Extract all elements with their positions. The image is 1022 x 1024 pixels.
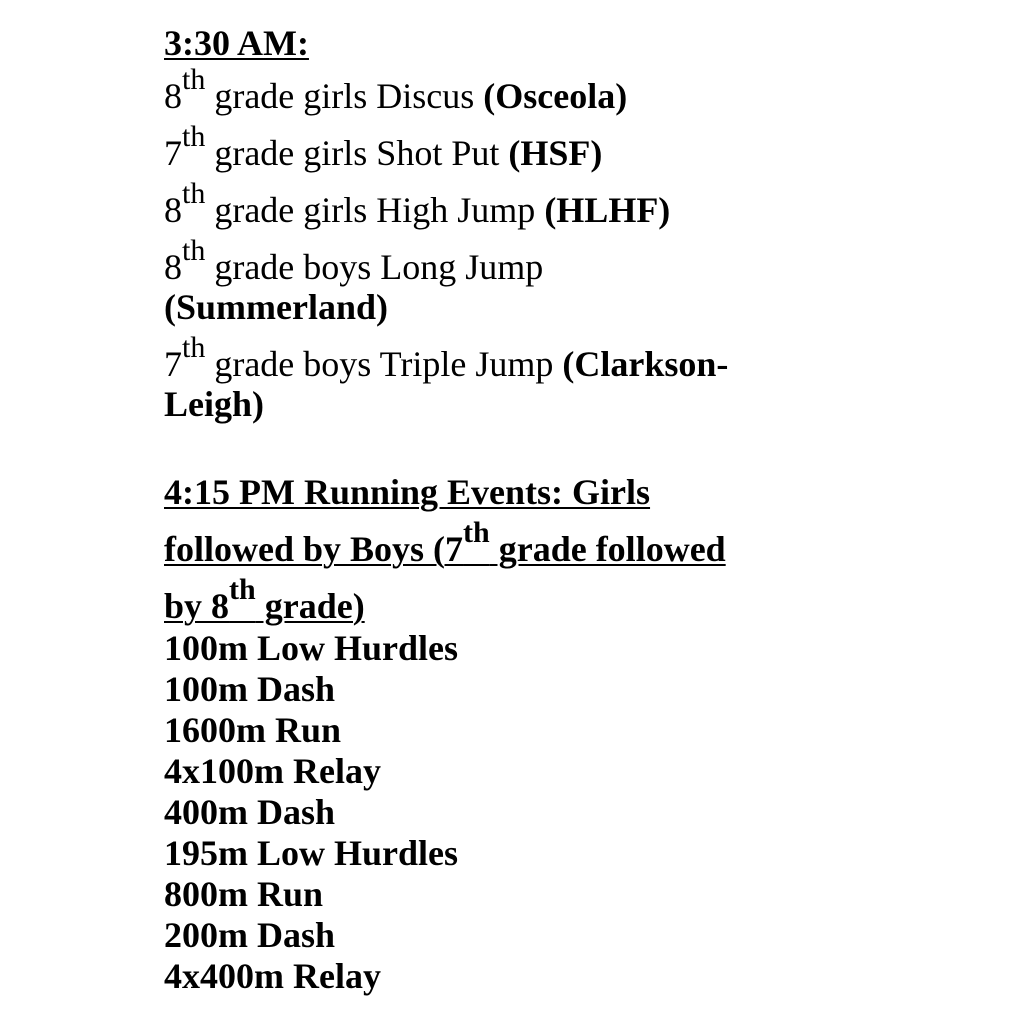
- running-events-section: [164, 472, 844, 997]
- grade-suffix: th: [229, 573, 256, 606]
- running-event: 800m Run: [164, 874, 324, 914]
- venue: (HSF): [508, 133, 603, 173]
- grade-number: 8: [164, 76, 182, 116]
- grade-number: 8: [164, 247, 182, 287]
- schedule-document: [164, 22, 844, 997]
- event-text: grade girls Discus: [205, 76, 484, 116]
- running-event: 100m Low Hurdles: [164, 628, 459, 668]
- venue: (Osceola): [483, 76, 628, 116]
- event-text: grade boys Triple Jump: [205, 344, 563, 384]
- grade-number: 7: [164, 133, 182, 173]
- venue: (Summerland): [164, 287, 388, 327]
- running-heading-line-2: [164, 516, 844, 569]
- grade-suffix: th: [182, 331, 206, 364]
- grade-suffix: th: [182, 120, 206, 153]
- heading-text: followed by Boys (7: [164, 529, 464, 569]
- running-heading-line-1: 4:15 PM Running Events: Girls: [164, 472, 651, 512]
- heading-text: grade): [255, 586, 365, 626]
- grade-number: 8: [164, 190, 182, 230]
- running-events-list: [164, 628, 844, 997]
- grade-suffix: th: [182, 234, 206, 267]
- event-text: grade boys Long Jump: [205, 247, 544, 287]
- field-event-5: [164, 331, 844, 424]
- grade-suffix: th: [463, 516, 490, 549]
- heading-text: grade followed: [489, 529, 726, 569]
- field-event-3: [164, 177, 844, 230]
- running-event: 100m Dash: [164, 669, 336, 709]
- heading-text: by 8: [164, 586, 230, 626]
- grade-suffix: th: [182, 63, 206, 96]
- grade-suffix: th: [182, 177, 206, 210]
- field-event-2: [164, 120, 844, 173]
- venue: (HLHF): [544, 190, 671, 230]
- field-event-1: [164, 63, 844, 116]
- running-event: 195m Low Hurdles: [164, 833, 459, 873]
- running-event: 400m Dash: [164, 792, 336, 832]
- venue: (Clarkson-: [562, 344, 729, 384]
- grade-number: 7: [164, 344, 182, 384]
- event-text: grade girls Shot Put: [205, 133, 509, 173]
- venue-continued: Leigh): [164, 384, 265, 424]
- running-event: 4x100m Relay: [164, 751, 381, 791]
- running-event: 4x400m Relay: [164, 956, 381, 996]
- running-heading-line-3: [164, 573, 844, 626]
- running-event: 200m Dash: [164, 915, 336, 955]
- event-text: grade girls High Jump: [205, 190, 545, 230]
- field-events-heading: 3:30 AM:: [164, 23, 309, 63]
- field-event-4: [164, 234, 844, 327]
- running-event: 1600m Run: [164, 710, 342, 750]
